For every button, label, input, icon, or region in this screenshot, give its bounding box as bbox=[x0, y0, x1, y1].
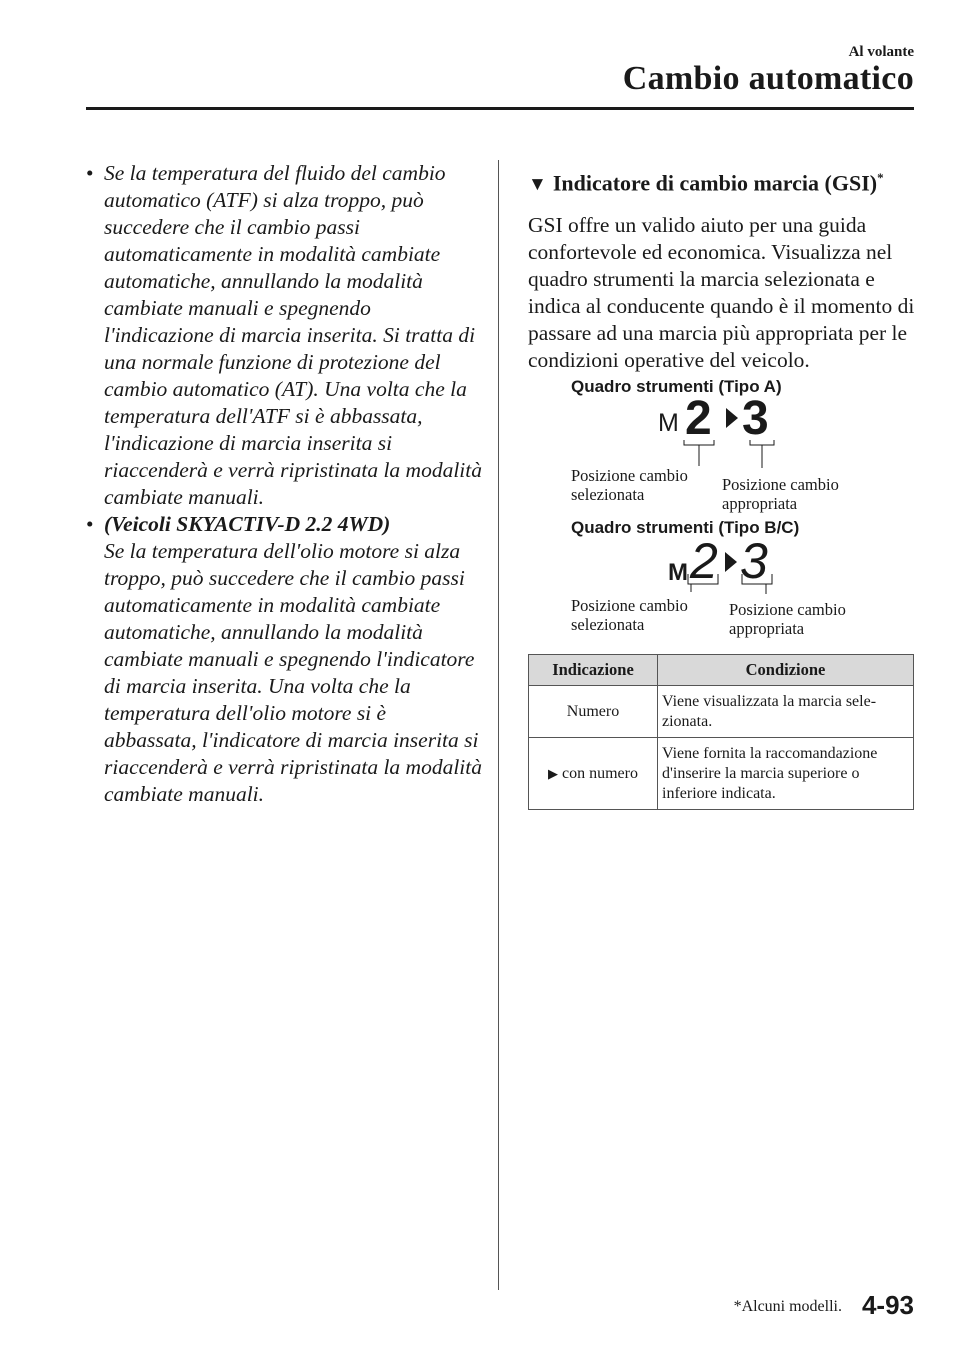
diagram-type-a bbox=[528, 374, 918, 514]
label-selected: Posizione cambio selezionata bbox=[571, 596, 688, 635]
header-section: Al volante bbox=[848, 44, 914, 60]
diagram-title: Quadro strumenti (Tipo A) bbox=[571, 377, 782, 397]
suggested-gear: 3 bbox=[740, 533, 768, 590]
bullet-item bbox=[84, 160, 484, 511]
bullet-dot-icon: • bbox=[86, 512, 94, 536]
shift-arrow-icon bbox=[725, 552, 737, 572]
bullet-text: Se la temperatura dell'olio motore si alza troppo, può succedere che il cambio passi automaticamente in modalità cambiate automatiche, annullando la modalità cambiate manuali e spegnendo l'indicatore di marcia inserita. Una volta che la temperatura dell'olio motore si è abbassata, l'indicatore di marcia inserita si riaccenderà e verrà ripristinata la modalità cambiate manuali. bbox=[104, 539, 483, 806]
table-cell-indication: ▶ con numero bbox=[529, 738, 658, 810]
right-column bbox=[528, 160, 918, 648]
intro-paragraph: GSI offre un valido aiuto per una guida confortevole ed economica. Visualizza nel quadro strumenti la marcia selezionata e indica al conducente quando è il momento di passare ad una marcia più appropriata per le condizioni operative del veicolo. bbox=[528, 213, 915, 373]
current-gear: 2 bbox=[685, 392, 712, 446]
header-rule bbox=[86, 107, 914, 110]
table-cell-condition: Viene visualizzata la marcia sele-zionata. bbox=[658, 686, 914, 738]
table-cell-condition: Viene fornita la raccomandazione d'inserire la marcia superiore o inferiore indicata. bbox=[658, 738, 914, 810]
triangle-right-icon: ▶ bbox=[548, 765, 558, 781]
table-header-condition: Condizione bbox=[658, 655, 914, 686]
column-divider bbox=[498, 160, 499, 1290]
page-number: 4-93 bbox=[861, 1290, 914, 1320]
triangle-down-icon: ▼ bbox=[528, 174, 547, 196]
table-row bbox=[529, 738, 914, 810]
bullet-text: Se la temperatura del fluido del cambio automatico (ATF) si alza troppo, può succedere che il cambio passi automaticamente in modalità cambiate automatiche, annullando la modalità cambiate manuali e spegnendo l'indicazione di marcia inserita. Si tratta di una normale funzione di protezione del cambio automatico (AT). Una volta che la temperatura dell'ATF si è abbassata, l'indicazione di marcia inserita si riaccenderà e verrà ripristinata la modalità cambiate manuali. bbox=[104, 161, 483, 509]
section-heading-text: Indicatore di cambio marcia (GSI) bbox=[552, 170, 878, 196]
bullet-dot-icon: • bbox=[86, 161, 94, 185]
section-heading bbox=[528, 163, 918, 200]
page-title: Cambio automatico bbox=[622, 60, 914, 97]
diagram-type-bc bbox=[528, 518, 918, 648]
bullet-bold-text: (Veicoli SKYACTIV-D 2.2 4WD) bbox=[104, 512, 391, 536]
table-header-indication: Indicazione bbox=[529, 655, 658, 686]
bullet-item bbox=[84, 511, 484, 808]
table-cell-indication: Numero bbox=[529, 686, 658, 738]
label-appropriate: Posizione cambio appropriata bbox=[722, 475, 839, 514]
left-column bbox=[84, 160, 484, 808]
gsi-table bbox=[528, 654, 914, 810]
shift-arrow-icon bbox=[726, 408, 738, 428]
current-gear: 2 bbox=[690, 533, 718, 590]
label-selected: Posizione cambio selezionata bbox=[571, 466, 688, 505]
mode-letter: M bbox=[668, 559, 688, 587]
footer-note: *Alcuni modelli. bbox=[733, 1298, 842, 1315]
table-row bbox=[529, 686, 914, 738]
heading-asterisk: * bbox=[877, 170, 884, 185]
table-header-row bbox=[529, 655, 914, 686]
label-appropriate: Posizione cambio appropriata bbox=[729, 600, 846, 639]
suggested-gear: 3 bbox=[742, 392, 769, 446]
mode-letter: M bbox=[658, 409, 679, 438]
diagram-title: Quadro strumenti (Tipo B/C) bbox=[571, 518, 800, 538]
